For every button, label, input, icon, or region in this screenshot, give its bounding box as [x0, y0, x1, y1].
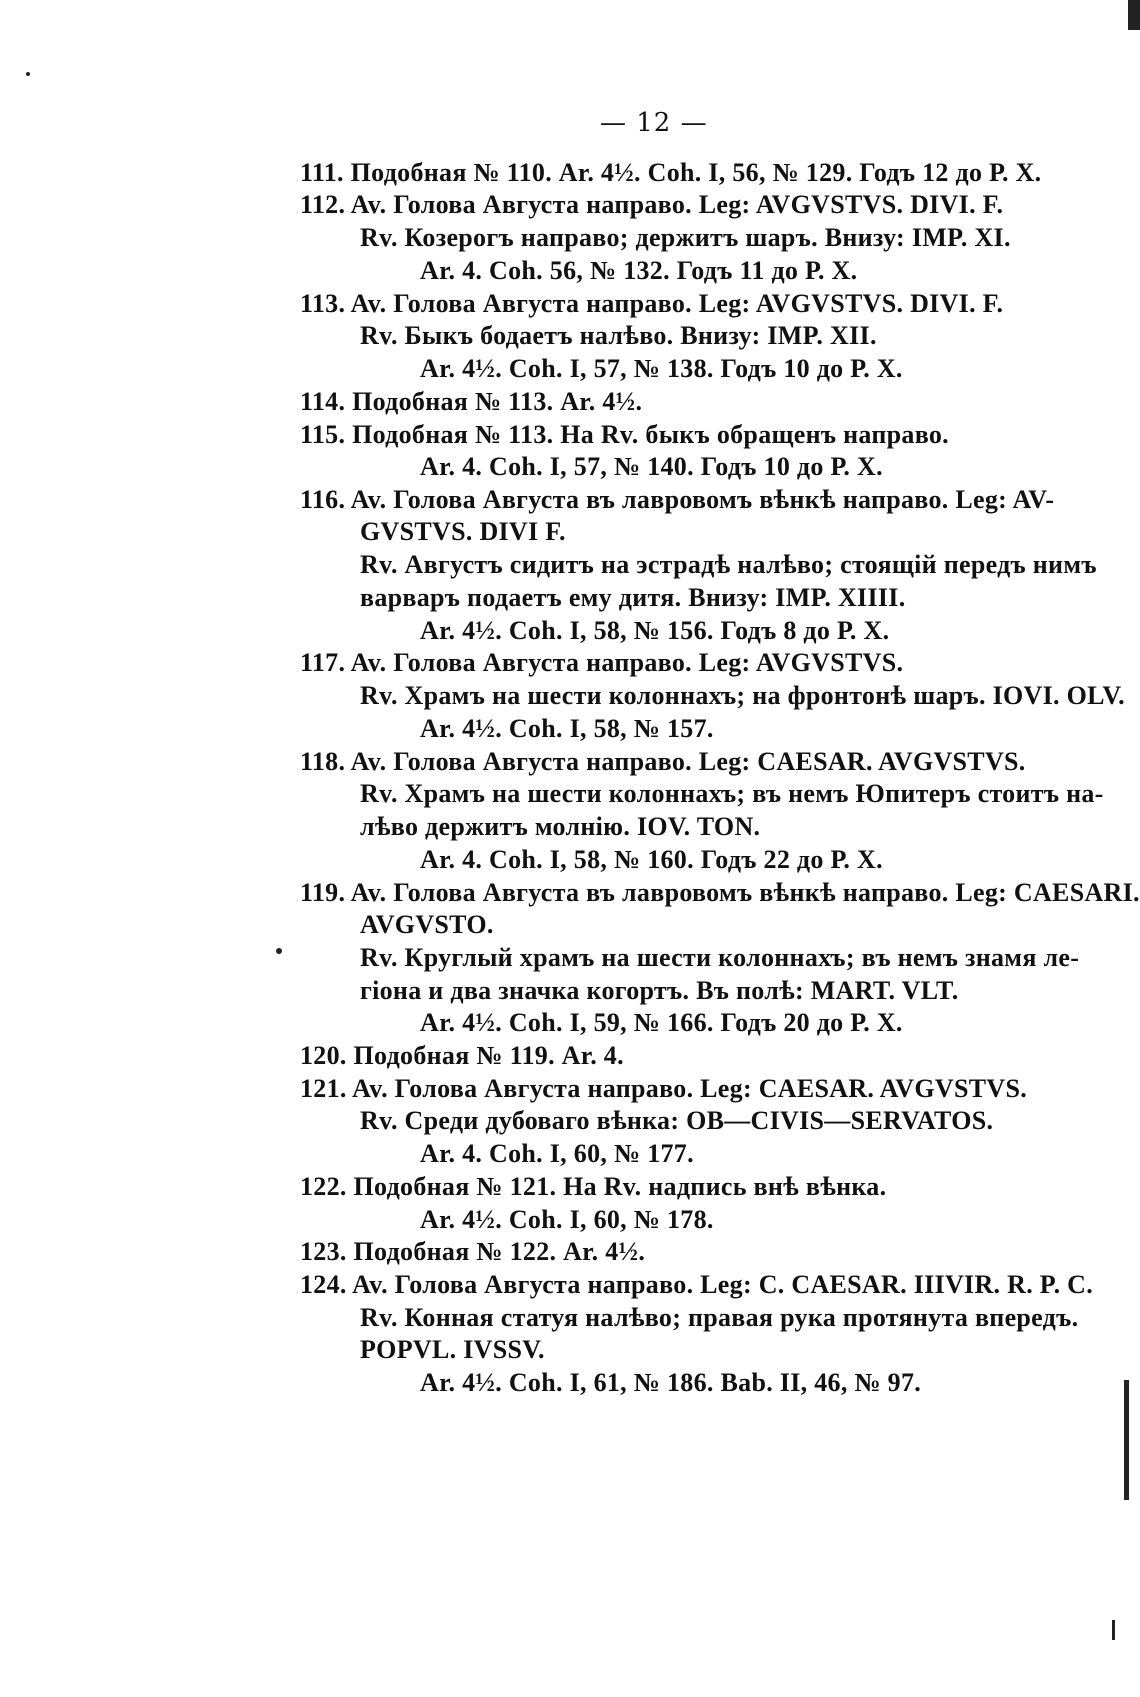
scan-edge-mark [1112, 1620, 1115, 1640]
text-line: Rv. Среди дубоваго вѣнка: OB—CIVIS—SERVATOS. [360, 1106, 994, 1135]
text-line: Rv. Храмъ на шести колоннахъ; на фронтонѣ шаръ. IOVI. OLV. [360, 681, 1125, 710]
text-line: Rv. Храмъ на шести колоннахъ; въ немъ Юпитеръ стоитъ на- [360, 779, 1104, 808]
text-line: AVGVSTO. [360, 910, 494, 939]
text-line: Rv. Круглый храмъ на шести колоннахъ; въ немъ знамя ле- [360, 943, 1080, 972]
page-number: — 12 — [600, 108, 708, 138]
text-line: Ar. 4½. Coh. I, 59, № 166. Годъ 20 до Р. X. [420, 1008, 903, 1037]
text-line: Rv. Конная статуя налѣво; правая рука протянута впередъ. [360, 1303, 1079, 1332]
text-line: варваръ подаетъ ему дитя. Внизу: IMP. XIIII. [360, 583, 906, 612]
text-line: 122. Подобная № 121. На Rv. надпись внѣ вѣнка. [300, 1172, 887, 1201]
text-line: 116. Av. Голова Августа въ лавровомъ вѣнкѣ направо. Leg: AV- [300, 485, 1055, 514]
scan-edge-mark [1124, 1380, 1129, 1500]
text-line: Ar. 4. Coh. I, 58, № 160. Годъ 22 до Р. X. [420, 845, 883, 874]
text-line: 112. Av. Голова Августа направо. Leg: AVGVSTVS. DIVI. F. [300, 190, 1004, 219]
text-line: Rv. Быкъ бодаетъ налѣво. Внизу: IMP. XII. [360, 321, 877, 350]
text-line: Ar. 4. Coh. I, 57, № 140. Годъ 10 до Р. X. [420, 452, 883, 481]
text-line: 121. Av. Голова Августа направо. Leg: CAESAR. AVGVSTVS. [300, 1074, 1028, 1103]
text-line: 114. Подобная № 113. Ar. 4½. [300, 387, 643, 416]
text-line: 120. Подобная № 119. Ar. 4. [300, 1041, 624, 1070]
text-line: GVSTVS. DIVI F. [360, 517, 566, 546]
text-line: Ar. 4. Coh. 56, № 132. Годъ 11 до Р. X. [420, 256, 858, 285]
scan-edge-mark [1128, 0, 1140, 30]
text-line: POPVL. IVSSV. [360, 1335, 545, 1364]
text-line: 117. Av. Голова Августа направо. Leg: AVGVSTVS. [300, 648, 904, 677]
text-line: Ar. 4½. Coh. I, 58, № 157. [420, 714, 714, 743]
scan-dot [276, 948, 282, 954]
text-line: Ar. 4½. Coh. I, 61, № 186. Bab. II, 46, № 97. [420, 1368, 922, 1397]
text-line: 118. Av. Голова Августа направо. Leg: CAESAR. AVGVSTVS. [300, 747, 1026, 776]
text-line: 111. Подобная № 110. Ar. 4½. Coh. I, 56, № 129. Годъ 12 до Р. X. [300, 158, 1042, 187]
text-line: Ar. 4½. Coh. I, 58, № 156. Годъ 8 до Р. X. [420, 616, 890, 645]
text-line: гіона и два значка когортъ. Въ полѣ: MART. VLT. [360, 976, 959, 1005]
text-line: Rv. Козерогъ направо; держитъ шаръ. Внизу: IMP. XI. [360, 223, 1011, 252]
text-line: 123. Подобная № 122. Ar. 4½. [300, 1237, 646, 1266]
text-line: Ar. 4½. Coh. I, 60, № 178. [420, 1205, 714, 1234]
text-line: Rv. Августъ сидитъ на эстрадѣ налѣво; стоящій передъ нимъ [360, 550, 1097, 579]
text-line: 115. Подобная № 113. На Rv. быкъ обращенъ направо. [300, 420, 949, 449]
text-line: Ar. 4½. Coh. I, 57, № 138. Годъ 10 до Р. X. [420, 354, 903, 383]
text-line: Ar. 4. Coh. I, 60, № 177. [420, 1139, 694, 1168]
text-line: 113. Av. Голова Августа направо. Leg: AVGVSTVS. DIVI. F. [300, 289, 1004, 318]
text-line: 124. Av. Голова Августа направо. Leg: C. CAESAR. IIIVIR. R. P. C. [300, 1270, 1094, 1299]
text-line: лѣво держитъ молнію. IOV. TON. [360, 812, 761, 841]
text-line: 119. Av. Голова Августа въ лавровомъ вѣнкѣ направо. Leg: CAESARI. [300, 878, 1140, 907]
scan-dot [26, 72, 30, 76]
